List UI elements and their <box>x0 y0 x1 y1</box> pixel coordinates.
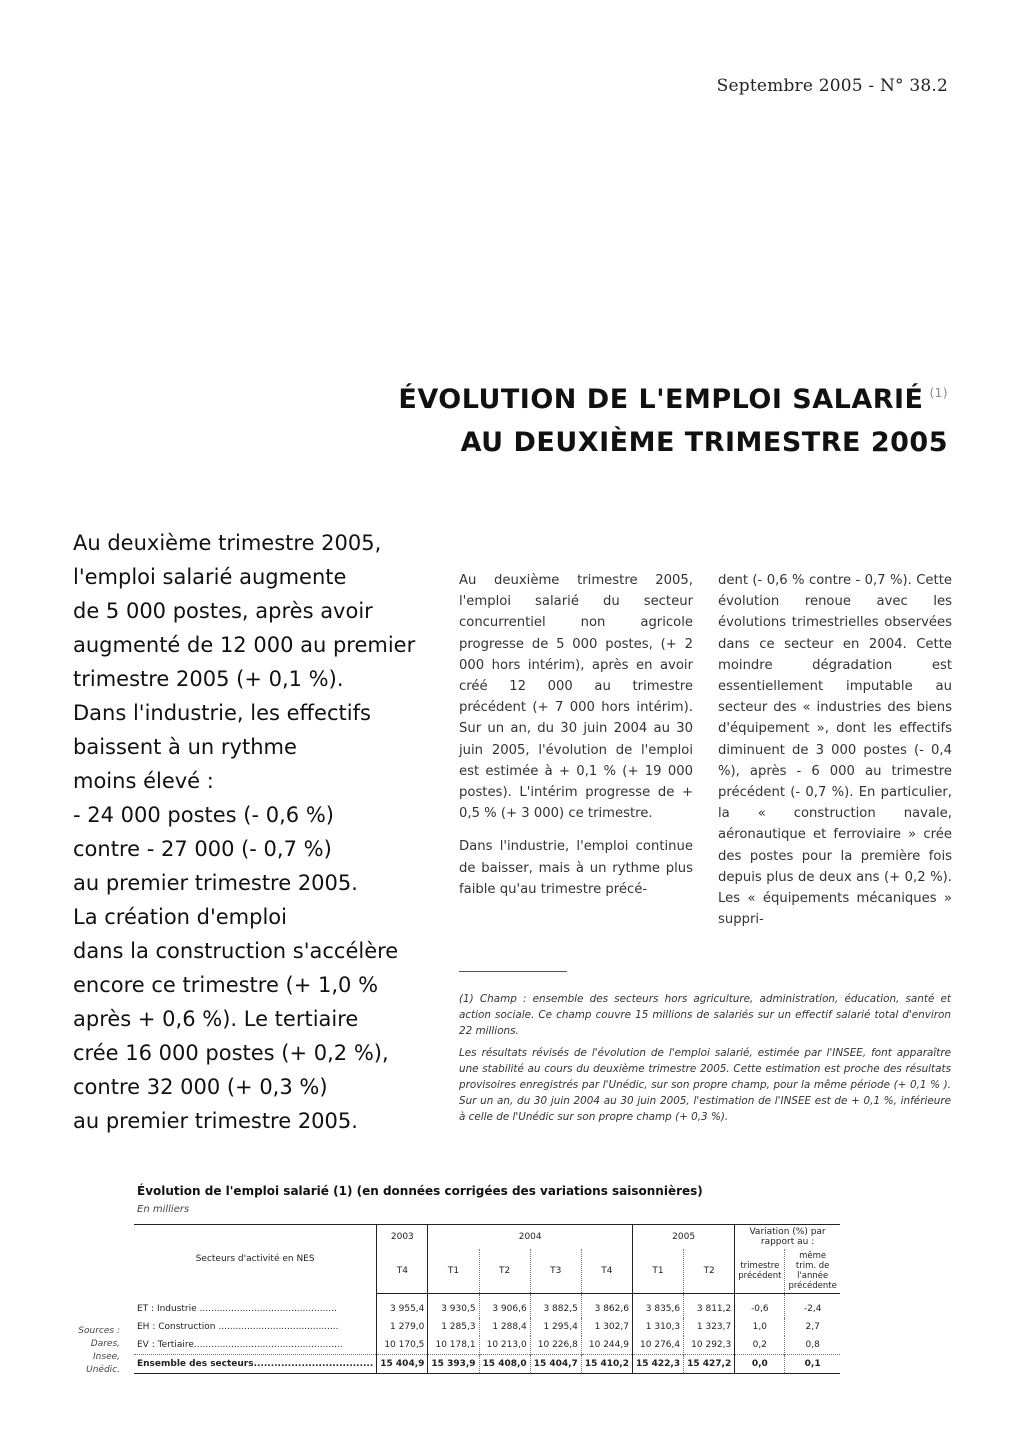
table-cell: 3 811,2 <box>684 1294 735 1319</box>
table-cell: 1 295,4 <box>530 1318 581 1336</box>
table-cell-var-year: 0,1 <box>785 1355 840 1374</box>
footnote-1: (1) Champ : ensemble des secteurs hors agriculture, administration, éducation, santé et action sociale. Ce champ couvre 15 millions de salariés sur un effectif salarié total d'environ 22 millions. <box>459 993 951 1037</box>
table-row <box>134 1318 840 1336</box>
table-cell: 15 404,7 <box>530 1355 581 1374</box>
table-cell: 3 862,6 <box>581 1294 632 1319</box>
page-title-text: ÉVOLUTION DE L'EMPLOI SALARIÉ <box>398 384 924 415</box>
table-header-year: 2003 <box>377 1225 428 1250</box>
table-cell: 1 302,7 <box>581 1318 632 1336</box>
summary-line: Au deuxième trimestre 2005, <box>73 531 382 555</box>
table-cell-var-year: -2,4 <box>785 1294 840 1319</box>
summary-line: augmenté de 12 000 au premier <box>73 633 416 657</box>
table-header-variation: Variation (%) par rapport au : <box>735 1225 840 1250</box>
table-cell: 1 288,4 <box>479 1318 530 1336</box>
table-cell-var-prev: 0,0 <box>735 1355 785 1374</box>
summary-block <box>73 526 416 1138</box>
table-header-quarter: T2 <box>479 1249 530 1294</box>
summary-line: après + 0,6 %). Le tertiaire <box>73 1007 359 1031</box>
table-sources <box>60 1325 120 1377</box>
table-header-var-year: même trim. de l'année précédente <box>785 1249 840 1294</box>
summary-line: - 24 000 postes (- 0,6 %) <box>73 803 334 827</box>
table-row-total <box>134 1355 840 1374</box>
table-cell: 15 404,9 <box>377 1355 428 1374</box>
table-cell-label: EH : Construction .......................................... <box>137 1322 339 1332</box>
summary-line: l'emploi salarié augmente <box>73 565 347 589</box>
table-cell: 3 906,6 <box>479 1294 530 1319</box>
body-paragraph: Au deuxième trimestre 2005, l'emploi salarié du secteur concurrentiel non agricole progresse de 5 000 postes, (+ 2 000 hors intérim), après en avoir créé 12 000 au trimestre précédent (+ 7 000 hors intérim). Sur un an, du 30 juin 2004 au 30 juin 2005, l'évolution de l'emploi est estimée à + 0,1 % (+ 19 000 postes). L'intérim progresse de + 0,5 % (+ 3 000) ce trimestre. <box>459 573 693 822</box>
table-cell-label: EV : Tertiaire.................................................... <box>137 1340 343 1350</box>
table-cell: 10 276,4 <box>632 1336 683 1355</box>
table-cell-var-year: 0,8 <box>785 1336 840 1355</box>
table-header-quarter: T3 <box>530 1249 581 1294</box>
table-unit: En milliers <box>137 1204 190 1215</box>
table-header-quarter: T4 <box>377 1249 428 1294</box>
body-paragraph: dent (- 0,6 % contre - 0,7 %). Cette évolution renoue avec les évolutions trimestrielles observées dans ce secteur en 2004. Cette moindre dégradation est essentiellement imputable au secteur des « industries des biens d'équipement », dont les effectifs diminuent de 3 000 postes (- 0,4 %), après - 6 000 au trimestre précédent (- 0,7 %). En particulier, la « construction navale, aéronautique et ferroviaire » crée des postes pour la première fois depuis plus de deux ans (+ 0,2 %). Les « équipements mécaniques » suppri- <box>718 573 952 928</box>
table-header-year: 2004 <box>428 1225 633 1250</box>
issue-header: Septembre 2005 - N° 38.2 <box>716 76 948 96</box>
title-footnote-ref: (1) <box>929 386 948 400</box>
table-cell: 15 393,9 <box>428 1355 479 1374</box>
table-cell: 3 835,6 <box>632 1294 683 1319</box>
table-cell: 1 279,0 <box>377 1318 428 1336</box>
summary-line: contre 32 000 (+ 0,3 %) <box>73 1075 328 1099</box>
employment-table <box>134 1224 840 1374</box>
table-cell: 10 213,0 <box>479 1336 530 1355</box>
table-cell: 10 244,9 <box>581 1336 632 1355</box>
table-title: Évolution de l'emploi salarié (1) (en données corrigées des variations saisonnières) <box>137 1184 703 1198</box>
summary-line: crée 16 000 postes (+ 0,2 %), <box>73 1041 389 1065</box>
summary-line: La création d'emploi <box>73 905 287 929</box>
body-column-2 <box>718 570 952 942</box>
summary-line: moins élevé : <box>73 769 214 793</box>
source-line: Dares, <box>90 1339 120 1349</box>
table-cell: 15 410,2 <box>581 1355 632 1374</box>
table-cell: 1 323,7 <box>684 1318 735 1336</box>
table-header-quarter: T2 <box>684 1249 735 1294</box>
table-header-quarter: T1 <box>632 1249 683 1294</box>
source-line: Sources : <box>78 1326 120 1336</box>
table-cell: 3 930,5 <box>428 1294 479 1319</box>
table-cell-var-prev: 0,2 <box>735 1336 785 1355</box>
body-paragraph: Dans l'industrie, l'emploi continue de baisser, mais à un rythme plus faible qu'au trimestre précé- <box>459 839 693 897</box>
table-cell: 10 178,1 <box>428 1336 479 1355</box>
table-header-sector: Secteurs d'activité en NES <box>134 1225 377 1294</box>
table-cell: 3 955,4 <box>377 1294 428 1319</box>
table-header-var-prev: trimestre précédent <box>735 1249 785 1294</box>
page-title-line-1 <box>398 384 948 415</box>
page-title-line-2: AU DEUXIÈME TRIMESTRE 2005 <box>460 427 948 458</box>
table-cell: 3 882,5 <box>530 1294 581 1319</box>
body-column-1 <box>459 570 693 912</box>
summary-line: encore ce trimestre (+ 1,0 % <box>73 973 379 997</box>
table-cell: 15 408,0 <box>479 1355 530 1374</box>
table-cell-var-year: 2,7 <box>785 1318 840 1336</box>
summary-line: Dans l'industrie, les effectifs <box>73 701 371 725</box>
summary-line: de 5 000 postes, après avoir <box>73 599 373 623</box>
table-header-year: 2005 <box>632 1225 734 1250</box>
table-cell-var-prev: 1,0 <box>735 1318 785 1336</box>
footnote-divider <box>459 971 567 972</box>
source-line: Insee, <box>93 1352 120 1362</box>
summary-line: au premier trimestre 2005. <box>73 871 358 895</box>
table-header-quarter: T1 <box>428 1249 479 1294</box>
summary-line: contre - 27 000 (- 0,7 %) <box>73 837 332 861</box>
table-cell: 10 292,3 <box>684 1336 735 1355</box>
source-line: Unédic. <box>86 1365 120 1375</box>
summary-line: au premier trimestre 2005. <box>73 1109 358 1133</box>
table-row <box>134 1294 840 1319</box>
footnotes <box>459 991 951 1131</box>
summary-line: dans la construction s'accélère <box>73 939 399 963</box>
table-header-quarter: T4 <box>581 1249 632 1294</box>
footnote-2: Les résultats révisés de l'évolution de l'emploi salarié, estimée par l'INSEE, font apparaître une stabilité au cours du deuxième trimestre 2005. Cette estimation est proche des résultats provisoires enregistrés par l'Unédic, sur son propre champ, pour la même période (+ 0,1 % ). Sur un an, du 30 juin 2004 au 30 juin 2005, l'estimation de l'INSEE est de + 0,1 %, inférieure à celle de l'Unédic sur son propre champ (+ 0,3 %). <box>459 1047 951 1123</box>
table-cell-label: ET : Industrie ................................................ <box>137 1303 337 1314</box>
table-cell: 10 170,5 <box>377 1336 428 1355</box>
table-cell: 1 310,3 <box>632 1318 683 1336</box>
table-cell: 1 285,3 <box>428 1318 479 1336</box>
table-cell-label: Ensemble des secteurs................................... <box>134 1355 377 1374</box>
table-cell-var-prev: -0,6 <box>735 1294 785 1319</box>
table-cell: 15 427,2 <box>684 1355 735 1374</box>
table-row <box>134 1336 840 1355</box>
table-cell: 15 422,3 <box>632 1355 683 1374</box>
summary-line: trimestre 2005 (+ 0,1 %). <box>73 667 344 691</box>
table-cell: 10 226,8 <box>530 1336 581 1355</box>
summary-line: baissent à un rythme <box>73 735 297 759</box>
